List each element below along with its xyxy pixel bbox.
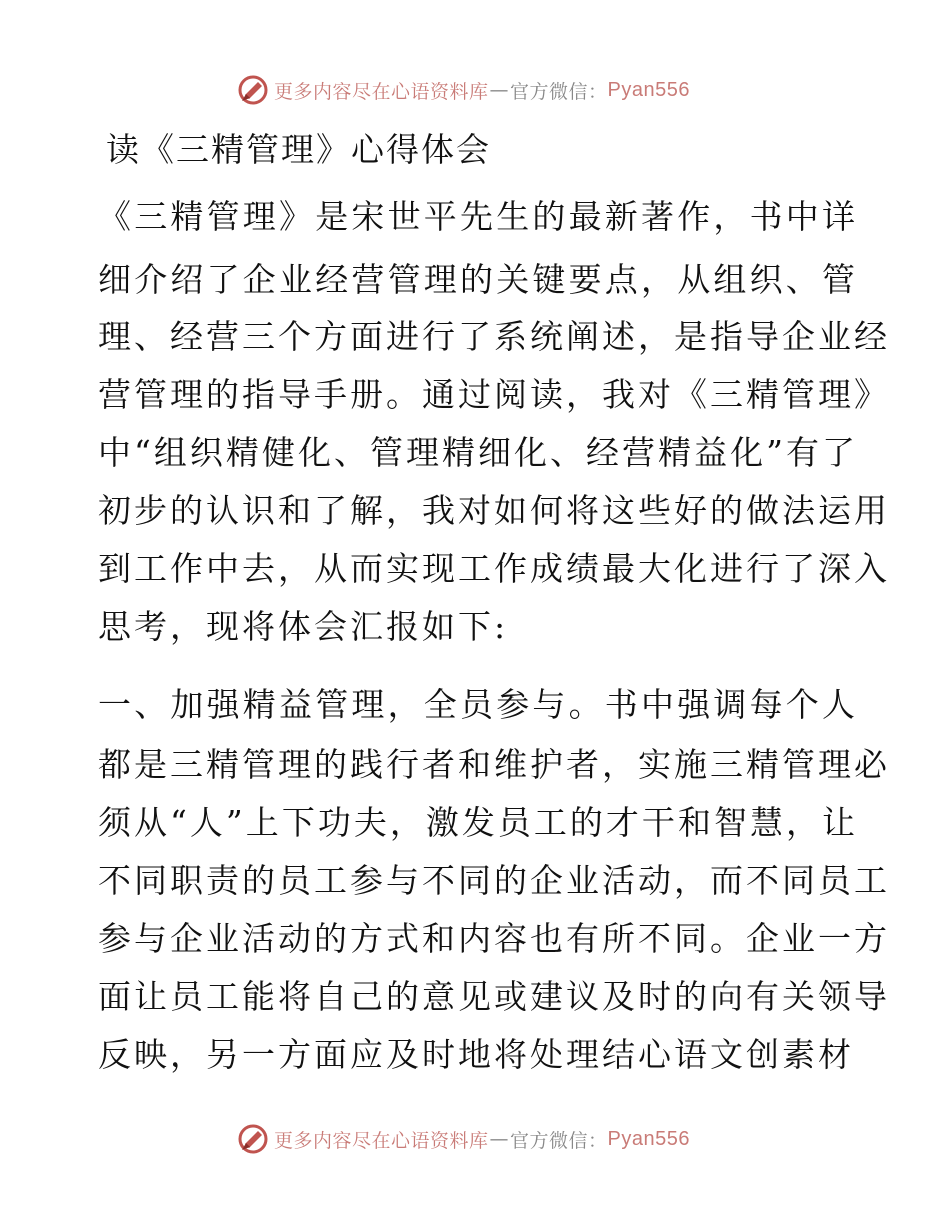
banner-text: 更多内容尽在心语资料库 [274, 80, 489, 103]
paragraph-line: 中“组织精健化、管理精细化、经营精益化”有了 [98, 433, 858, 472]
banner-wechat-id: Pyan556 [607, 1127, 690, 1150]
paragraph-line: 参与企业活动的方式和内容也有所不同。企业一方 [98, 919, 890, 958]
header-banner [236, 73, 690, 107]
banner-text: 更多内容尽在心语资料库 [274, 1129, 489, 1152]
banner-dash: — [489, 1128, 510, 1150]
paragraph-line: 反映，另一方面应及时地将处理结心语文创素材 [98, 1035, 854, 1074]
banner-wechat-label: 官方微信： [510, 1129, 608, 1152]
banner-wechat-label: 官方微信： [510, 80, 608, 103]
paragraph-line: 思考，现将体会汇报如下: [98, 607, 509, 646]
footer-banner [236, 1122, 690, 1156]
paragraph-line: 面让员工能将自己的意见或建议及时的向有关领导 [98, 977, 890, 1016]
paragraph-line: 须从“人”上下功夫，激发员工的才干和智慧，让 [98, 803, 858, 842]
paragraph-line: 营管理的指导手册。通过阅读，我对《三精管理》 [98, 375, 890, 414]
document-title: 读《三精管理》心得体会 [106, 130, 491, 169]
paragraph-line: 《三精管理》是宋世平先生的最新著作，书中详 [98, 197, 858, 236]
brand-logo-icon [236, 73, 270, 107]
paragraph-line: 细介绍了企业经营管理的关键要点，从组织、管 [98, 260, 858, 299]
banner-dash: — [489, 79, 510, 101]
paragraph-line: 不同职责的员工参与不同的企业活动，而不同员工 [98, 861, 890, 900]
paragraph-line: 理、经营三个方面进行了系统阐述，是指导企业经 [98, 317, 890, 356]
paragraph-line: 都是三精管理的践行者和维护者，实施三精管理必 [98, 745, 890, 784]
banner-wechat-id: Pyan556 [607, 78, 690, 101]
paragraph-line: 一、加强精益管理，全员参与。书中强调每个人 [98, 685, 858, 724]
brand-logo-icon [236, 1122, 270, 1156]
paragraph-line: 到工作中去，从而实现工作成绩最大化进行了深入 [98, 549, 890, 588]
paragraph-line: 初步的认识和了解，我对如何将这些好的做法运用 [98, 491, 890, 530]
